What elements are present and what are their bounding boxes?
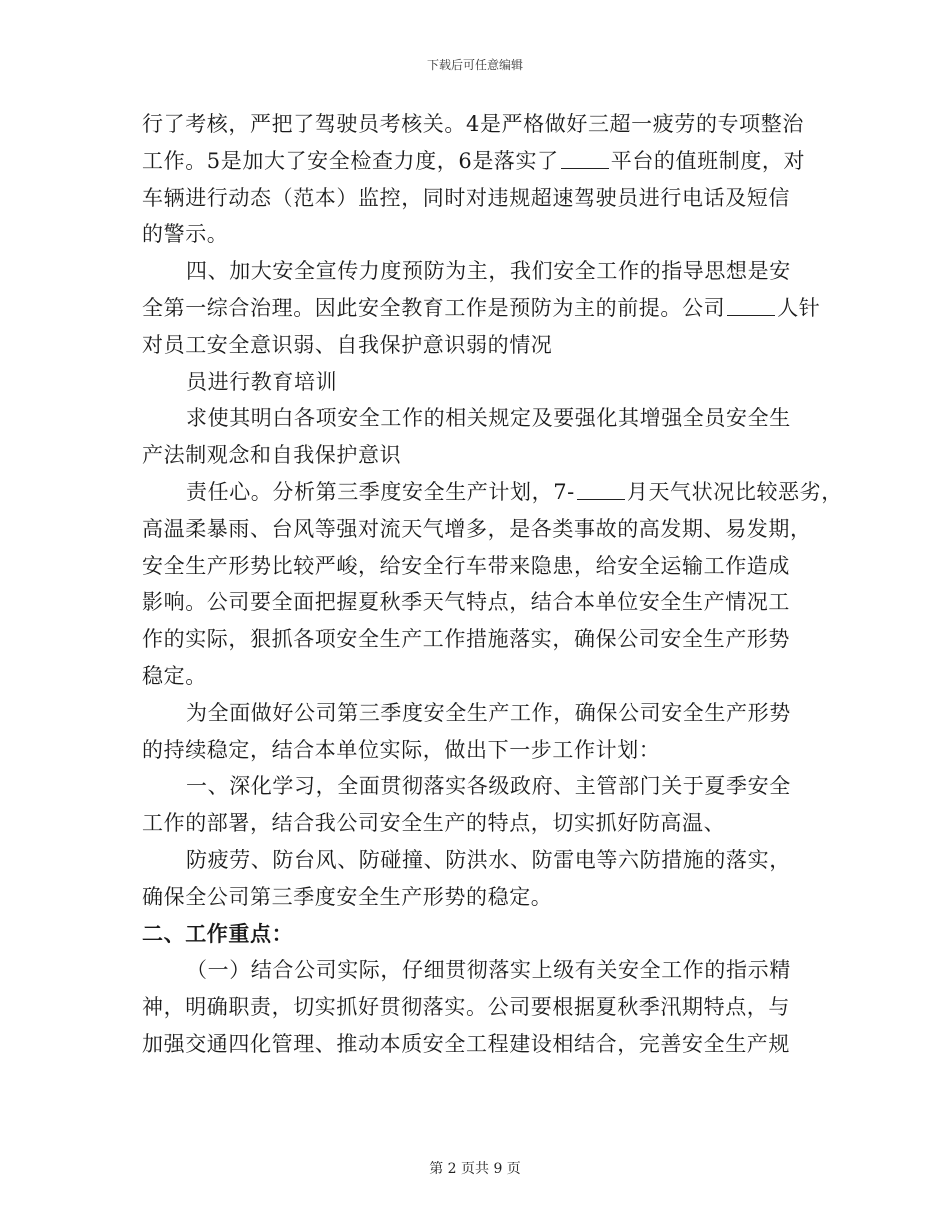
paragraph-line — [142, 216, 832, 253]
line-text: 安全生产形势比较严峻，给安全行车带来隐患，给安全运输工作造成 — [142, 553, 790, 578]
line-text: 的持续稳定，结合本单位实际，做出下一步工作计划： — [142, 737, 661, 762]
line-text: 确保全公司第三季度安全生产形势的稳定。 — [142, 884, 553, 909]
section-heading — [142, 916, 832, 953]
page-header: 下载后可任意编辑 — [426, 58, 523, 72]
line-text: 二、工作重点： — [142, 920, 294, 946]
blank-underline — [561, 148, 609, 169]
line-text: 工作。5是加大了安全检查力度，6是落实了 — [142, 148, 559, 173]
line-text: 高温柔暴雨、台风等强对流天气增多，是各类事故的高发期、易发期， — [142, 516, 812, 541]
line-text: 求使其明白各项安全工作的相关规定及要强化其增强全员安全生 — [186, 406, 791, 431]
paragraph-line — [142, 400, 832, 437]
line-text: 稳定。 — [142, 663, 207, 688]
blank-underline — [577, 479, 625, 500]
paragraph-line — [142, 584, 832, 621]
paragraph-line — [142, 290, 832, 327]
paragraph-line — [142, 474, 843, 511]
line-text: 责任心。分析第三季度安全生产计划，7- — [186, 479, 575, 504]
paragraph-line — [142, 732, 832, 769]
line-text-continued: 月天气状况比较恶劣， — [626, 479, 843, 504]
line-text: 行了考核，严把了驾驶员考核关。4是严格做好三超一疲劳的专项整治 — [142, 112, 804, 136]
paragraph-line — [142, 327, 832, 364]
line-text-continued: 人针 — [777, 295, 821, 320]
line-text: 作的实际，狠抓各项安全生产工作措施落实，确保公司安全生产形势 — [142, 627, 790, 652]
line-text: 对员工安全意识弱、自我保护意识弱的情况 — [142, 332, 553, 357]
line-text: 神，明确职责，切实抓好贯彻落实。公司要根据夏秋季汛期特点，与 — [142, 995, 790, 1020]
line-text: 四、加大安全宣传力度预防为主，我们安全工作的指导思想是安 — [186, 259, 791, 284]
paragraph-line — [142, 143, 832, 180]
blank-underline — [727, 295, 775, 316]
line-text: （一）结合公司实际，仔细贯彻落实上级有关安全工作的指示精 — [186, 958, 791, 983]
paragraph-line — [142, 952, 832, 989]
paragraph-line — [142, 180, 832, 217]
line-text: 产法制观念和自我保护意识 — [142, 443, 402, 468]
document-body — [142, 106, 843, 1063]
paragraph-line — [142, 364, 832, 401]
paragraph-line — [142, 548, 832, 585]
line-text: 一、深化学习，全面贯彻落实各级政府、主管部门关于夏季安全 — [186, 774, 791, 799]
line-text: 员进行教育培训 — [186, 369, 338, 394]
line-text-continued: 平台的值班制度，对 — [610, 148, 806, 173]
paragraph-line — [142, 658, 832, 695]
line-text: 影响。公司要全面把握夏秋季天气特点，结合本单位安全生产情况工 — [142, 590, 790, 615]
paragraph-line — [142, 1026, 832, 1063]
paragraph-line — [142, 989, 832, 1026]
paragraph-line — [142, 768, 832, 805]
page-footer: 第 2 页共 9 页 — [429, 1161, 521, 1177]
line-text: 全第一综合治理。因此安全教育工作是预防为主的前提。公司 — [142, 295, 726, 320]
paragraph-line — [142, 253, 832, 290]
line-text: 为全面做好公司第三季度安全生产工作，确保公司安全生产形势 — [186, 700, 791, 725]
paragraph-line — [142, 511, 832, 548]
paragraph-line — [142, 437, 832, 474]
line-text: 防疲劳、防台风、防碰撞、防洪水、防雷电等六防措施的落实， — [186, 847, 791, 872]
line-text: 工作的部署，结合我公司安全生产的特点，切实抓好防高温、 — [142, 811, 726, 836]
paragraph-line — [142, 842, 832, 879]
paragraph-line — [142, 106, 832, 143]
paragraph-line — [142, 695, 832, 732]
paragraph-line — [142, 805, 832, 842]
line-text: 的警示。 — [142, 222, 229, 247]
paragraph-line — [142, 621, 832, 658]
line-text: 车辆进行动态（范本）监控，同时对违规超速驾驶员进行电话及短信 — [142, 185, 790, 210]
paragraph-line — [142, 879, 832, 916]
line-text: 加强交通四化管理、推动本质安全工程建设相结合，完善安全生产规 — [142, 1031, 790, 1056]
